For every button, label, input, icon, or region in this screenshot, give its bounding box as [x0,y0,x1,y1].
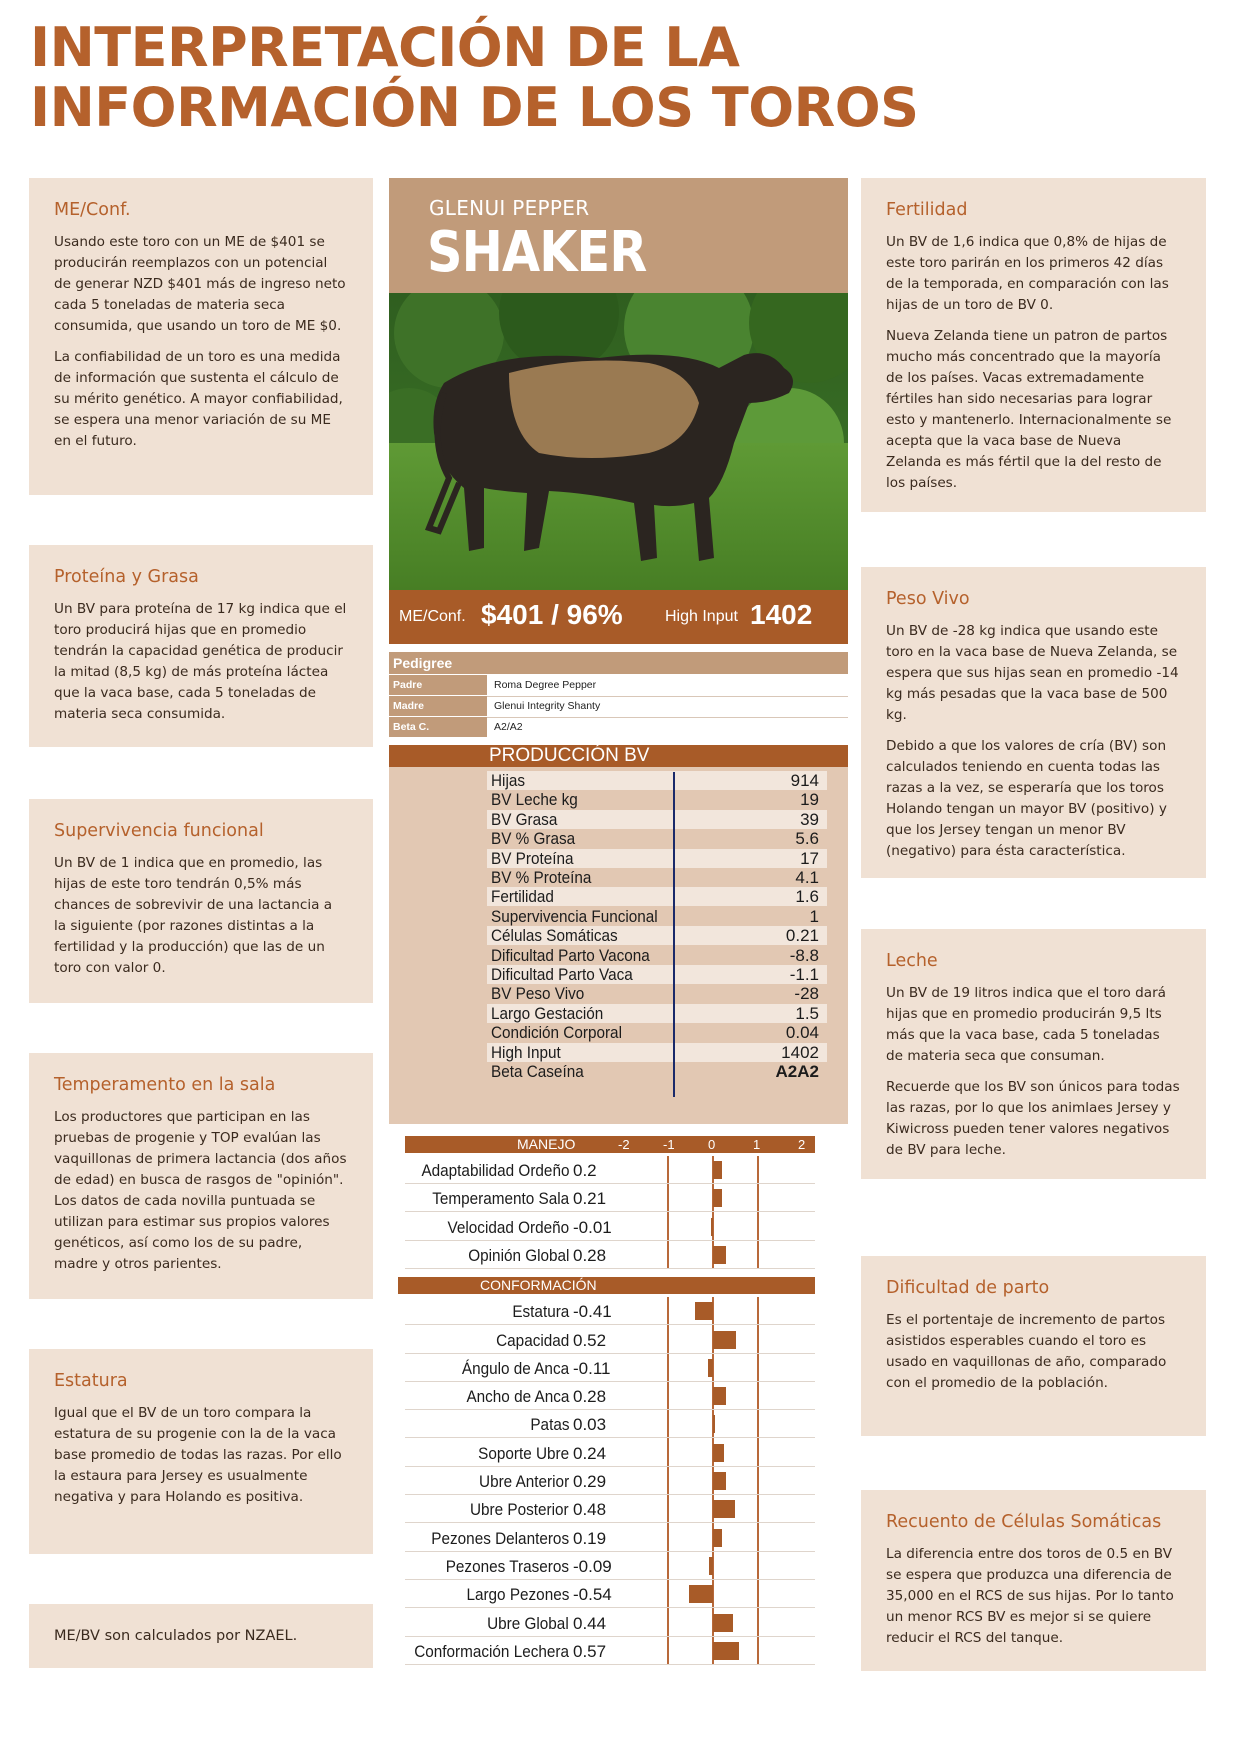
produccion-heading: PRODUCCIÓN BV [389,745,848,767]
box-paragraph: Los productores que participan en las pruebas de progenie y TOP evalúan las vaquillonas de primera lactancia (dos años de edad) en busca de rasgos de "opinión". Los datos de cada novilla puntuada se utilizan para estimar sus propios valores genéticos, así como los de su padre, madre y otros parientes. [54,1109,347,1272]
chart-bar [713,1189,722,1207]
axis-tick-label: 2 [798,1137,806,1152]
pedigree-heading: Pedigree [389,652,848,674]
box-paragraph: La confiabilidad de un toro es una medida de información que sustenta el cálculo de su mérito genético. A mayor confiabilidad, se espera una menor variación de su ME en el futuro. [54,349,343,449]
info-box-supervivencia [29,799,373,1003]
produccion-key: High Input [491,1042,561,1062]
info-box-me-conf [29,178,373,495]
box-paragraph: Un BV de 1,6 indica que 0,8% de hijas de este toro parirán en los primeros 42 días de la temporada, en comparación con las hijas de un toro de BV 0. [886,234,1169,313]
me-label: ME/Conf. [399,608,466,625]
produccion-key: BV Leche kg [491,790,578,810]
chart-value-label: 0.21 [573,1189,607,1209]
box-paragraph: La diferencia entre dos toros de 0.5 en BV se espera que produzca una diferencia de 35,000 en el RCS de sus hijas. Por lo tanto un menor RCS BV es mejor si se quiere reducir el RCS del tanque. [886,1546,1174,1646]
produccion-key: Largo Gestación [491,1003,604,1023]
chart-row [405,1382,815,1410]
box-paragraph: Debido a que los valores de cría (BV) son calculados teniendo en cuenta todas las razas a la vez, se esperaría que los toros Holando tengan un mayor BV (positivo) y que los Jersey tengan un menor BV (negativo) para ésta característica. [886,738,1167,859]
box-heading: Dificultad de parto [886,1278,1050,1298]
produccion-row [487,907,827,926]
box-paragraph: Usando este toro con un ME de $401 se producirán reemplazos con un potencial de generar NZD $401 más de ingreso neto cada 5 toneladas de materia seca consumida, que usando un toro de ME $0. [54,234,346,334]
bull-name: SHAKER [427,220,647,285]
produccion-value: -8.8 [789,945,819,965]
box-paragraph: Un BV de 1 indica que en promedio, las hijas de este toro tendrán 0,5% más chances de sobrevivir de una lactancia a la siguiente (por razones distintas a la fertilidad y la producción) que las de un toro con valor 0. [54,855,333,976]
page-title: INTERPRETACIÓN DE LA INFORMACIÓN DE LOS TOROS [30,16,919,139]
bull-subtitle: GLENUI PEPPER [429,196,590,220]
chart-row [405,1156,815,1184]
chart-bar [713,1642,739,1660]
pedigree-row [389,675,848,697]
produccion-row [487,790,827,809]
chart-value-label: -0.11 [573,1358,611,1378]
chart-value-label: 0.57 [573,1641,607,1661]
chart-category-label: Capacidad [495,1330,569,1350]
chart-bar [709,1557,713,1575]
axis-tick-label: 0 [708,1137,716,1152]
info-box-dificultad-parto [861,1256,1206,1436]
pedigree-row [389,696,848,718]
produccion-key: Dificultad Parto Vaca [491,965,633,984]
chart-bar [713,1614,733,1632]
chart-row-rule [405,1268,815,1269]
chart-row-rule [405,1664,815,1665]
produccion-value: 0.04 [785,1023,819,1043]
produccion-value: 17 [800,848,819,868]
chart-bar [689,1585,713,1603]
chart-category-label: Conformación Lechera [414,1641,569,1661]
chart-category-label: Soporte Ubre [477,1443,569,1463]
produccion-key: BV Proteína [491,848,574,868]
chart-row [405,1410,815,1438]
produccion-value: 1.6 [795,887,819,907]
chart-category-label: Largo Pezones [466,1585,569,1605]
box-heading: Estatura [54,1371,128,1391]
chart-bar [713,1161,722,1179]
produccion-value: 1402 [781,1042,819,1062]
pedigree-row [389,717,848,738]
chart-bar [713,1444,724,1462]
chart-bar [713,1387,726,1405]
produccion-value: 19 [800,790,819,810]
chart-bar [708,1359,713,1377]
produccion-value: 39 [800,809,819,829]
box-paragraph: Igual que el BV de un toro compara la estatura de su progenie con la de la vaca base promedio de todas las razas. Por ello la estaura para Jersey es usualmente negativa y para Holando es positiva. [54,1405,342,1505]
chart-group-title: MANEJO [517,1136,576,1152]
info-box-proteina-grasa [29,545,373,747]
pedigree-key: Madre [389,696,487,716]
box-heading: Temperamento en la sala [54,1075,276,1095]
chart-bar [713,1500,735,1518]
produccion-key: Células Somáticas [491,926,618,946]
box-heading: Recuento de Células Somáticas [886,1512,1162,1532]
produccion-row [487,829,827,848]
chart-row [405,1552,815,1580]
pedigree-value: Glenui Integrity Shanty [494,700,601,712]
produccion-row [487,1043,827,1062]
produccion-row [487,984,827,1003]
chart-row [405,1439,815,1467]
produccion-value: A2A2 [775,1062,819,1081]
chart-category-label: Ubre Global [487,1613,569,1633]
box-paragraph: Nueva Zelanda tiene un patron de partos mucho más concentrado que la mayoría de los países. Vacas extremadamente fértiles han sido necesarias para lograr esto y mantenerlo. Internacionalmente se acepta que la vaca base de Nueva Zelanda es más fértil que la del resto de los países. [886,328,1172,491]
produccion-row [487,887,827,906]
box-paragraph: Es el portentaje de incremento de partos asistidos esperables cuando el toro es usado en vaquillonas de año, comparado con el promedio de la población. [886,1312,1167,1391]
pedigree-key: Padre [389,675,487,695]
info-box-fertilidad [861,178,1206,512]
produccion-row [487,1004,827,1023]
chart-value-label: 0.48 [573,1500,607,1520]
chart-row [405,1495,815,1523]
pedigree-value: Roma Degree Pepper [494,679,597,691]
produccion-value: 4.1 [795,868,819,887]
produccion-key: Dificultad Parto Vacona [491,945,650,965]
chart-row [405,1297,815,1325]
produccion-value: 5.6 [795,829,819,849]
chart-category-label: Opinión Global [467,1245,569,1265]
chart-row [405,1609,815,1637]
produccion-value: 0.21 [785,926,819,946]
chart-row [405,1580,815,1608]
produccion-row [487,965,827,984]
produccion-key: Supervivencia Funcional [491,906,658,926]
chart-value-label: -0.41 [573,1302,612,1322]
info-box-temperamento [29,1053,373,1299]
chart-row [405,1326,815,1354]
chart-bar [695,1302,713,1320]
produccion-key: Fertilidad [491,887,554,907]
chart-value-label: 0.28 [573,1387,607,1407]
pedigree-key: Beta C. [389,717,487,737]
chart-row [405,1637,815,1665]
produccion-row [487,868,827,887]
chart-value-label: -0.09 [573,1556,612,1576]
chart-category-label: Adaptabilidad Ordeño [420,1161,569,1180]
info-box-leche [861,929,1206,1179]
chart-category-label: Ubre Posterior [470,1500,569,1520]
produccion-value: 914 [790,771,819,790]
note-box [29,1604,373,1668]
produccion-value: -28 [794,984,819,1004]
chart-row [405,1467,815,1495]
produccion-row [487,1062,827,1081]
high-input-label: High Input [665,608,738,625]
axis-tick-label: -1 [663,1137,675,1152]
produccion-row [487,946,827,965]
chart-value-label: 0.29 [573,1472,607,1491]
chart-bar [713,1472,726,1490]
box-paragraph: Recuerde que los BV son únicos para todas las razas, por lo que los animlaes Jersey y Kiwicross pueden tener valores negativos de BV para leche. [886,1079,1180,1158]
bull-header [389,178,848,293]
axis-tick-label: 1 [753,1137,761,1152]
chart-value-label: 0.2 [573,1161,597,1180]
pedigree-value: A2/A2 [494,721,523,733]
produccion-separator [673,772,675,1097]
chart-row [405,1241,815,1269]
chart-bar [713,1529,722,1547]
produccion-key: BV % Grasa [491,829,576,849]
chart-category-label: Ancho de Anca [466,1387,569,1407]
me-value: $401 / 96% [481,599,623,630]
produccion-row [487,1023,827,1042]
me-summary-bar [389,590,848,644]
produccion-key: BV % Proteína [491,868,592,887]
manejo-conformacion-chart [405,1136,815,1676]
box-heading: Supervivencia funcional [54,821,264,841]
produccion-value: 1.5 [795,1003,819,1023]
high-input-value: 1402 [750,599,813,630]
chart-value-label: 0.03 [573,1415,607,1435]
chart-category-label: Pezones Delanteros [431,1528,569,1548]
chart-value-label: -0.01 [573,1217,612,1237]
chart-value-label: 0.52 [573,1330,607,1350]
chart-row [405,1213,815,1241]
chart-value-label: 0.24 [573,1443,607,1463]
produccion-row [487,926,827,945]
produccion-value: -1.1 [789,965,819,984]
chart-bar [711,1218,713,1236]
chart-category-label: Patas [529,1415,569,1435]
note-text: ME/BV son calculados por NZAEL. [54,1628,298,1644]
bull-photo [389,293,848,590]
chart-category-label: Pezones Traseros [445,1556,569,1576]
chart-value-label: 0.44 [573,1613,607,1633]
chart-group-header [405,1136,815,1153]
chart-category-label: Ángulo de Anca [461,1358,569,1378]
produccion-row [487,849,827,868]
produccion-value: 1 [809,906,819,926]
chart-row [405,1184,815,1212]
box-heading: Fertilidad [886,200,968,220]
chart-value-label: 0.28 [573,1245,607,1265]
chart-group-title: CONFORMACIÓN [480,1277,597,1294]
chart-value-label: -0.54 [573,1585,612,1605]
produccion-row [487,810,827,829]
axis-tick-label: -2 [618,1137,630,1152]
chart-category-label: Estatura [512,1302,569,1322]
chart-bar [713,1331,736,1349]
box-heading: Peso Vivo [886,589,970,609]
produccion-key: Beta Caseína [491,1062,584,1081]
chart-bar [713,1246,726,1264]
produccion-table [389,767,848,1124]
produccion-key: BV Peso Vivo [491,984,585,1004]
chart-category-label: Ubre Anterior [478,1472,569,1491]
produccion-key: Condición Corporal [491,1023,622,1043]
box-paragraph: Un BV de -28 kg indica que usando este toro en la vaca base de Nueva Zelanda, se espera que sus hijas sean en promedio -14 kg más pesadas que la vaca base de 500 kg. [886,623,1179,723]
chart-row [405,1354,815,1382]
chart-value-label: 0.19 [573,1528,607,1548]
box-heading: ME/Conf. [54,200,131,220]
produccion-row [487,771,827,790]
chart-group-header [398,1277,815,1294]
chart-category-label: Temperamento Sala [432,1189,569,1209]
box-paragraph: Un BV de 19 litros indica que el toro dará hijas que en promedio producirán 9,5 lts más que la vaca base, cada 5 toneladas de materia seca que consuman. [886,985,1167,1064]
chart-row [405,1524,815,1552]
produccion-key: Hijas [491,771,526,790]
box-paragraph: Un BV para proteína de 17 kg indica que el toro producirá hijas que en promedio tendrán la capacidad genética de producir la mitad (8,5 kg) de más proteína láctea que la vaca base, cada 5 toneladas de materia seca consumida. [54,601,347,722]
box-heading: Proteína y Grasa [54,567,199,587]
chart-bar [713,1415,715,1433]
info-box-peso-vivo [861,567,1206,878]
box-heading: Leche [886,951,938,971]
produccion-key: BV Grasa [491,809,558,829]
info-box-celulas-somaticas [861,1490,1206,1671]
info-box-estatura [29,1349,373,1554]
chart-category-label: Velocidad Ordeño [447,1217,569,1237]
